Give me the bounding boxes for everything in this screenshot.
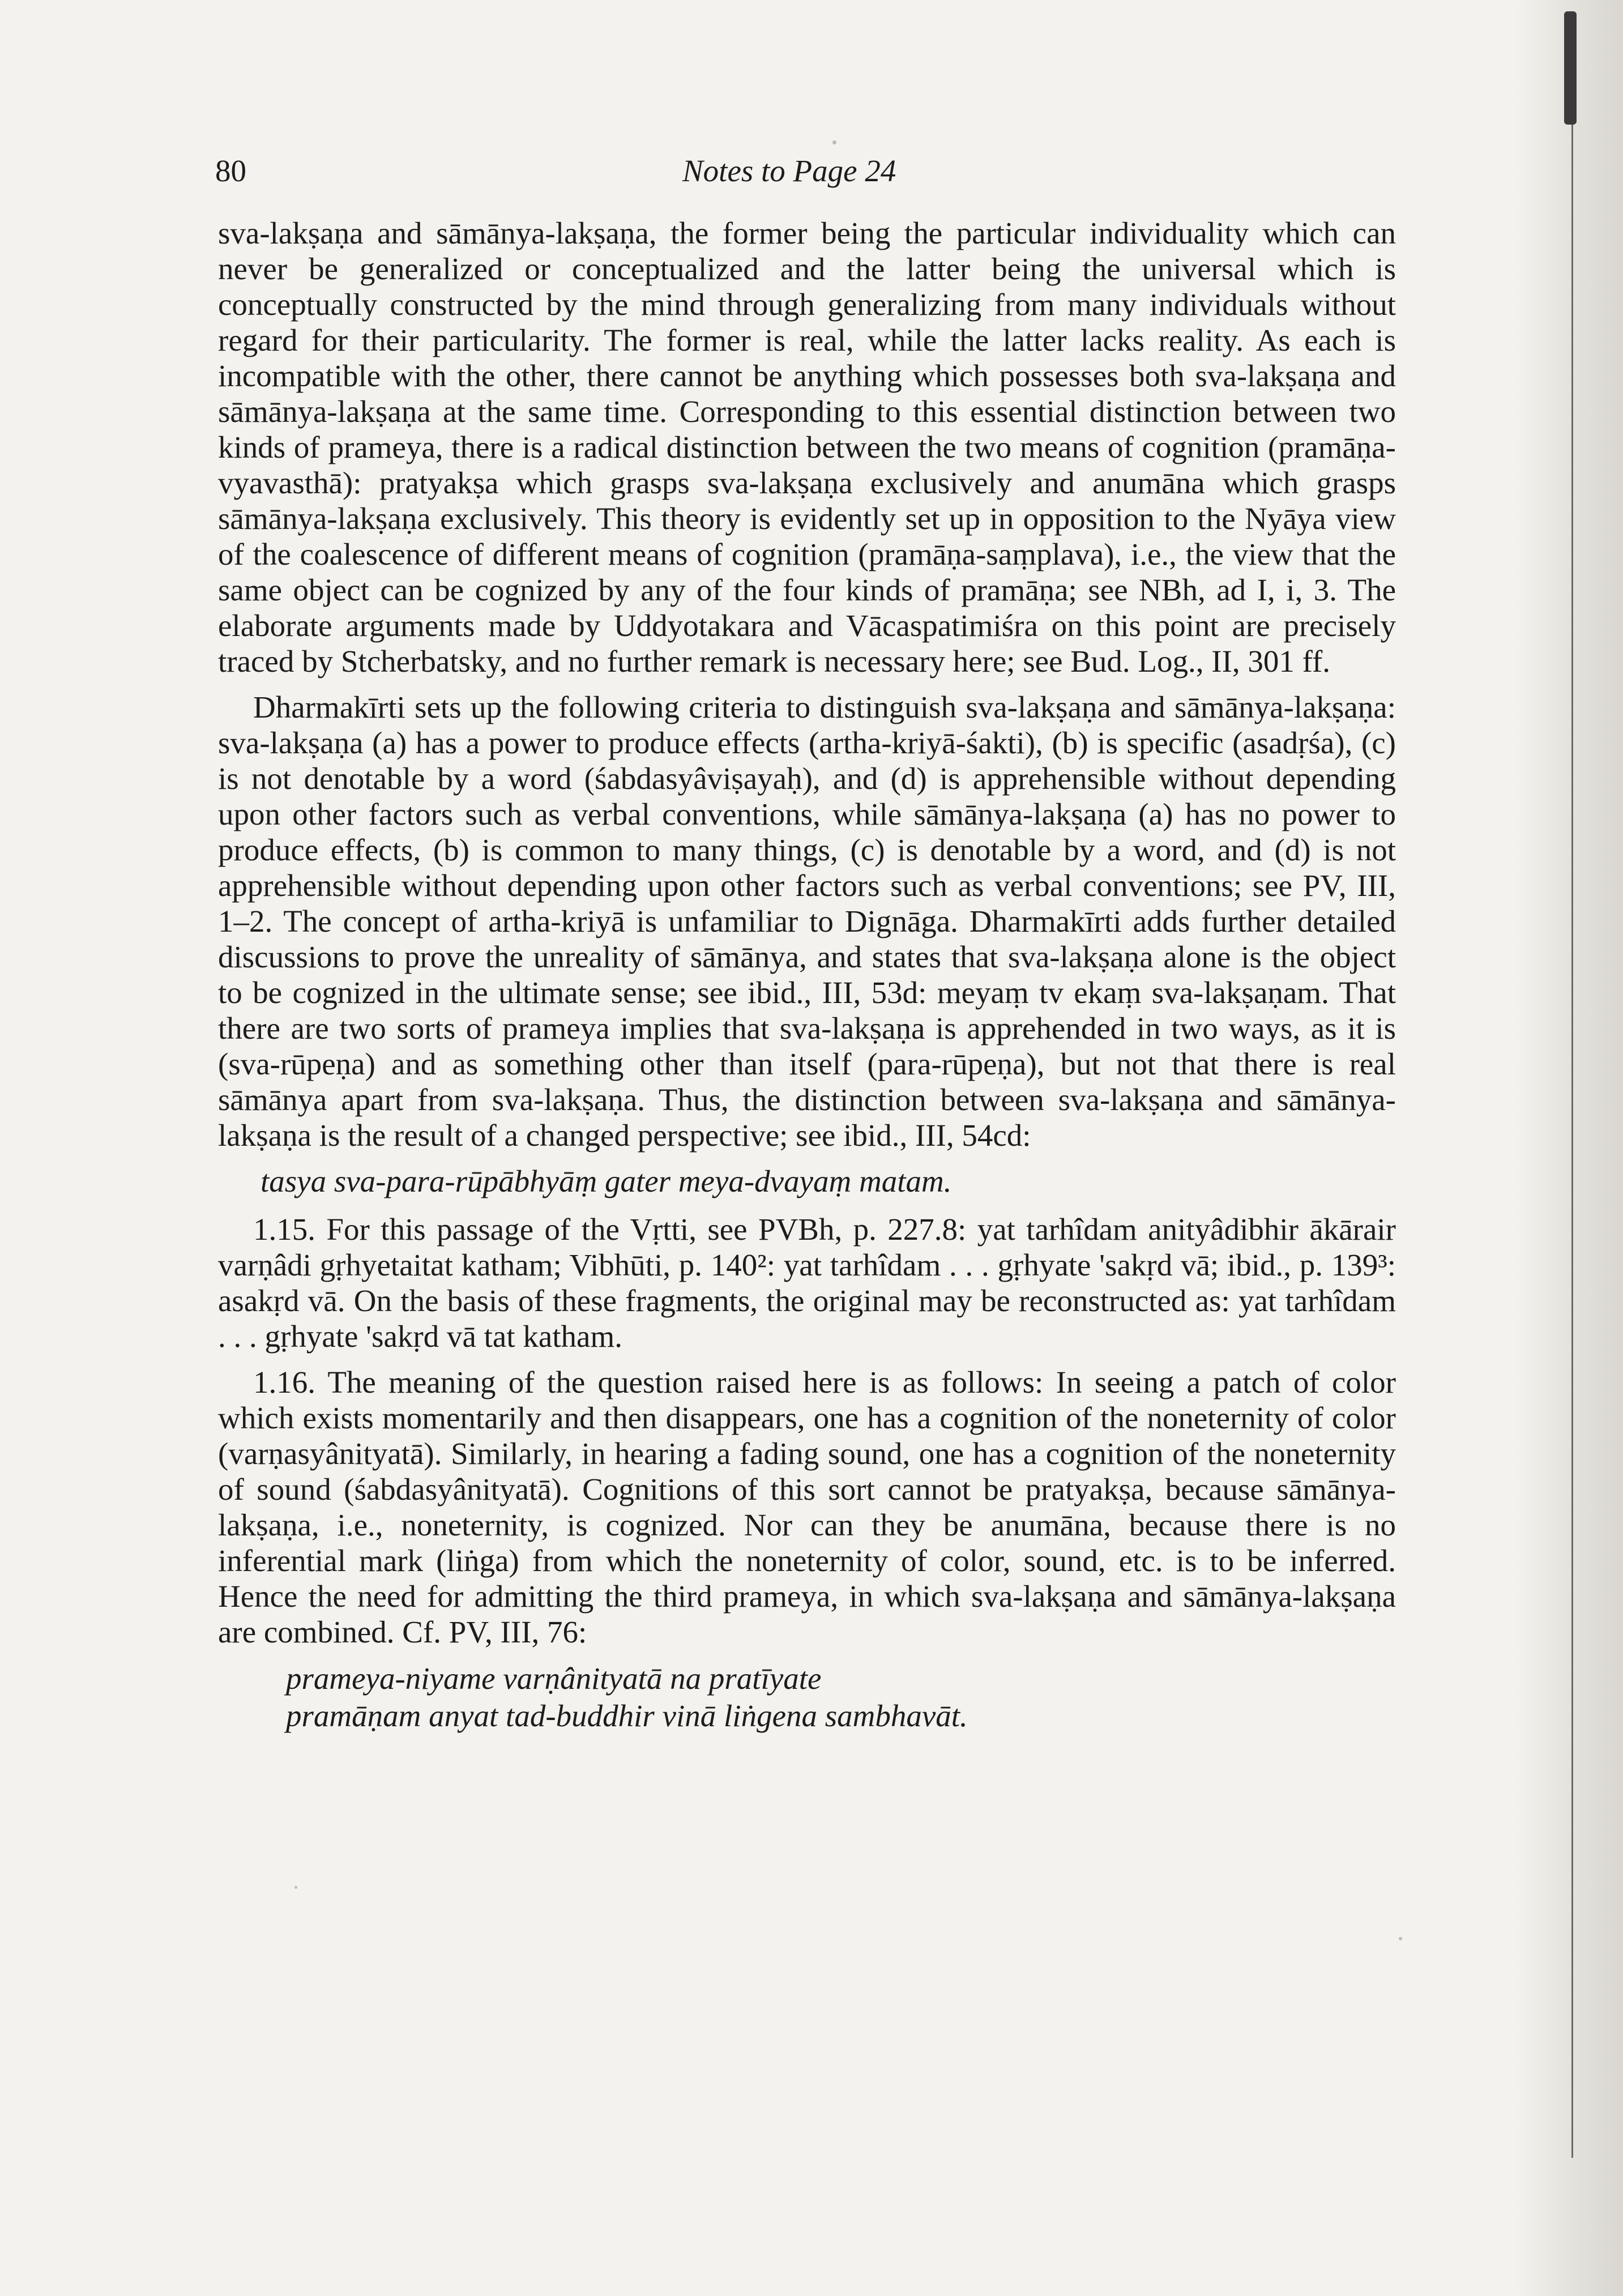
note-1-16: 1.16. The meaning of the question raised here is as follows: In seeing a patch of color which exists momentarily and then disappears, one has a cognition of the noneternity of color (varṇasyânityatā). Similarly, in hearing a fading sound, one has a cognition of the noneternity of sound (śabdasyânityatā). Cognitions of this sort cannot be pratyakṣa, because sāmānya-lakṣaṇa, i.e., noneternity, is cognized. Nor can they be anumāna, because there is no inferential mark (liṅga) from which the noneternity of color, sound, etc. is to be inferred. Hence the need for admitting the third prameya, in which sva-lakṣaṇa and sāmānya-lakṣaṇa are combined. Cf. PV, III, 76:	[218, 1365, 1396, 1649]
note-1-15: 1.15. For this passage of the Vṛtti, see PVBh, p. 227.8: yat tarhîdam anityâdibhir ākārair varṇâdi gṛhyetaitat katham; Vibhūti, p. 140²: yat tarhîdam . . . gṛhyate 'sakṛd vā; ibid., p. 139³: asakṛd vā. On the basis of these fragments, the original may be reconstructed as: yat tarhîdam . . . gṛhyate 'sakṛd vā tat katham.	[218, 1212, 1396, 1354]
verse-line: prameya-niyame varṇânityatā na pratīyate	[286, 1661, 822, 1696]
verse-quotation-pv	[286, 1660, 1396, 1735]
verse-quotation: tasya sva-para-rūpābhyāṃ gater meya-dvayaṃ matam.	[260, 1164, 952, 1198]
note-continuation-paragraph: sva-lakṣaṇa and sāmānya-lakṣaṇa, the former being the particular individuality which can never be generalized or conceptualized and the latter being the universal which is conceptually constructed by the mind through generalizing from many individuals without regard for their particularity. The former is real, while the latter lacks reality. As each is incompatible with the other, there cannot be anything which possesses both sva-lakṣaṇa and sāmānya-lakṣaṇa at the same time. Corresponding to this essential distinction between two kinds of prameya, there is a radical distinction between the two means of cognition (pramāṇa-vyavasthā): pratyakṣa which grasps sva-lakṣaṇa exclusively and anumāna which grasps sāmānya-lakṣaṇa exclusively. This theory is evidently set up in opposition to the Nyāya view of the coalescence of different means of cognition (pramāṇa-saṃplava), i.e., the view that the same object can be cognized by any of the four kinds of pramāṇa; see NBh, ad I, i, 3. The elaborate arguments made by Uddyotakara and Vācaspatimiśra on this point are precisely traced by Stcherbatsky, and no further remark is necessary here; see Bud. Log., II, 301 ff.	[218, 216, 1396, 678]
paper-speck	[294, 1886, 297, 1889]
running-head: Notes to Page 24	[682, 153, 896, 188]
text-column	[215, 153, 1396, 1735]
page-edge-shadow	[1515, 0, 1623, 2296]
paper-speck	[832, 140, 836, 144]
dharmakirti-criteria-paragraph: Dharmakīrti sets up the following criteria to distinguish sva-lakṣaṇa and sāmānya-lakṣaṇa: sva-lakṣaṇa (a) has a power to produce effects (artha-kriyā-śakti), (b) is specific (asadṛśa), (c) is not denotable by a word (śabdasyâviṣayaḥ), and (d) is apprehensible without depending upon other factors such as verbal conventions, while sāmānya-lakṣaṇa (a) has no power to produce effects, (b) is common to many things, (c) is denotable by a word, and (d) is not apprehensible without depending upon other factors such as verbal conventions; see PV, III, 1–2. The concept of artha-kriyā is unfamiliar to Dignāga. Dharmakīrti adds further detailed discussions to prove the unreality of sāmānya, and states that sva-lakṣaṇa alone is the object to be cognized in the ultimate sense; see ibid., III, 53d: meyaṃ tv ekaṃ sva-lakṣaṇam. That there are two sorts of prameya implies that sva-lakṣaṇa is apprehended in two ways, as it is (sva-rūpeṇa) and as something other than itself (para-rūpeṇa), but not that there is real sāmānya apart from sva-lakṣaṇa. Thus, the distinction between sva-lakṣaṇa and sāmānya-lakṣaṇa is the result of a changed perspective; see ibid., III, 54cd:	[218, 690, 1396, 1153]
paper-speck	[1399, 1937, 1402, 1940]
verse-line: pramāṇam anyat tad-buddhir vinā liṅgena sambhavāt.	[286, 1698, 968, 1733]
binding-mark	[1564, 11, 1577, 125]
page-number: 80	[215, 153, 246, 188]
page-fold-line	[1571, 96, 1573, 2158]
page-header	[215, 153, 1396, 193]
